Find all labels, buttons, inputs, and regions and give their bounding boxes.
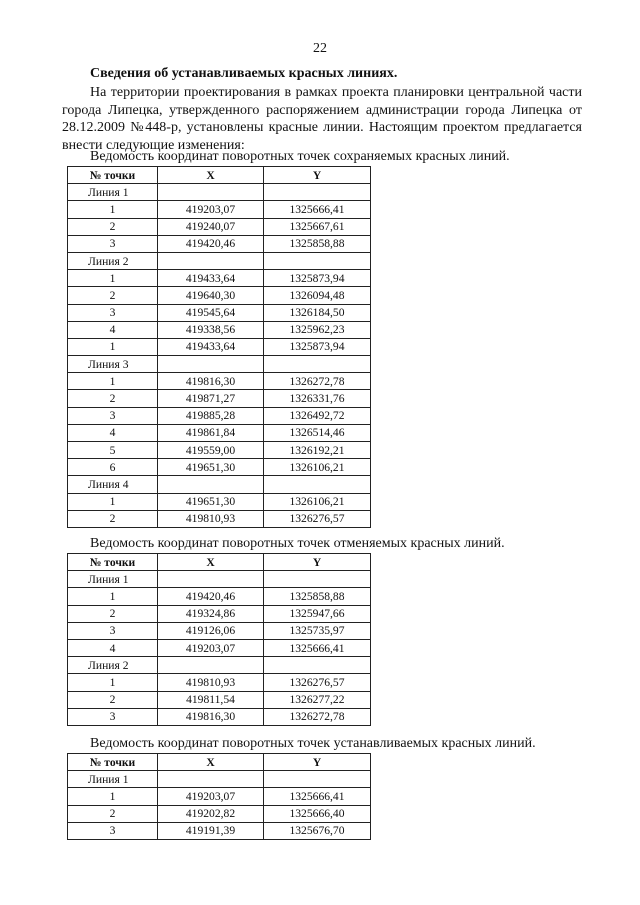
point-number-cell: 4: [68, 321, 158, 338]
point-number-cell: 1: [68, 338, 158, 355]
table-row: [68, 218, 371, 235]
y-coordinate-cell: 1325858,88: [264, 235, 371, 252]
y-coordinate-cell: 1326514,46: [264, 424, 371, 441]
x-coordinate-cell: 419885,28: [158, 407, 264, 424]
y-coordinate-cell: 1326272,78: [264, 708, 371, 725]
y-coordinate-cell: 1326276,57: [264, 674, 371, 691]
point-number-cell: 3: [68, 407, 158, 424]
point-number-cell: 2: [68, 287, 158, 304]
table-row: [68, 588, 371, 605]
page-number: 22: [313, 41, 327, 56]
x-coordinate-cell: 419810,93: [158, 674, 264, 691]
header-point-number: № точки: [68, 554, 158, 571]
point-number-cell: 2: [68, 605, 158, 622]
x-coordinate-cell: 419433,64: [158, 338, 264, 355]
table-row: [68, 510, 371, 527]
y-coordinate-cell: 1326272,78: [264, 373, 371, 390]
y-coordinate-cell: 1325667,61: [264, 218, 371, 235]
y-coordinate-cell: 1326094,48: [264, 287, 371, 304]
empty-cell: [264, 657, 371, 674]
table-established-lines: [67, 753, 371, 840]
empty-cell: [158, 476, 264, 493]
header-point-number: № точки: [68, 754, 158, 771]
empty-cell: [158, 571, 264, 588]
table-row: [68, 622, 371, 639]
header-y: Y: [264, 554, 371, 571]
table-row: [68, 822, 371, 839]
intro-paragraph: На территории проектирования в рамках проекта планировки центральной части города Липецка, утвержденного распоряжением администрации города Липецка от 28.12.2009 №448-р, установлены красные линии. Настоящим проектом предлагается внести следующие изменения:: [62, 85, 582, 153]
x-coordinate-cell: 419420,46: [158, 235, 264, 252]
y-coordinate-cell: 1325858,88: [264, 588, 371, 605]
y-coordinate-cell: 1325962,23: [264, 321, 371, 338]
x-coordinate-cell: 419816,30: [158, 373, 264, 390]
point-number-cell: 2: [68, 390, 158, 407]
x-coordinate-cell: 419433,64: [158, 270, 264, 287]
table-row: [68, 201, 371, 218]
table-caption-preserved: Ведомость координат поворотных точек сохраняемых красных линий.: [90, 149, 510, 164]
x-coordinate-cell: 419203,07: [158, 788, 264, 805]
point-number-cell: 4: [68, 639, 158, 656]
line-label: Линия 2: [68, 657, 158, 674]
table-row: [68, 338, 371, 355]
empty-cell: [264, 184, 371, 201]
point-number-cell: 2: [68, 691, 158, 708]
table-caption-established: Ведомость координат поворотных точек устанавливаемых красных линий.: [90, 736, 536, 751]
y-coordinate-cell: 1326276,57: [264, 510, 371, 527]
point-number-cell: 1: [68, 674, 158, 691]
empty-cell: [158, 771, 264, 788]
y-coordinate-cell: 1325666,41: [264, 639, 371, 656]
y-coordinate-cell: 1326331,76: [264, 390, 371, 407]
table-row: [68, 605, 371, 622]
empty-cell: [264, 571, 371, 588]
point-number-cell: 4: [68, 424, 158, 441]
line-group-row: [68, 356, 371, 373]
point-number-cell: 1: [68, 588, 158, 605]
table-row: [68, 390, 371, 407]
table-row: [68, 321, 371, 338]
point-number-cell: 1: [68, 493, 158, 510]
x-coordinate-cell: 419559,00: [158, 442, 264, 459]
table-row: [68, 235, 371, 252]
y-coordinate-cell: 1325735,97: [264, 622, 371, 639]
table-header-row: [68, 754, 371, 771]
table-row: [68, 373, 371, 390]
x-coordinate-cell: 419811,54: [158, 691, 264, 708]
x-coordinate-cell: 419202,82: [158, 805, 264, 822]
empty-cell: [264, 252, 371, 269]
point-number-cell: 3: [68, 822, 158, 839]
line-label: Линия 1: [68, 771, 158, 788]
empty-cell: [264, 771, 371, 788]
section-heading: Сведения об устанавливаемых красных линиях.: [90, 66, 398, 81]
empty-cell: [158, 356, 264, 373]
table-row: [68, 304, 371, 321]
header-x: X: [158, 167, 264, 184]
x-coordinate-cell: 419651,30: [158, 459, 264, 476]
point-number-cell: 3: [68, 235, 158, 252]
point-number-cell: 1: [68, 201, 158, 218]
header-y: Y: [264, 754, 371, 771]
table-header-row: [68, 167, 371, 184]
table-row: [68, 459, 371, 476]
header-y: Y: [264, 167, 371, 184]
point-number-cell: 2: [68, 805, 158, 822]
table-row: [68, 287, 371, 304]
point-number-cell: 3: [68, 708, 158, 725]
point-number-cell: 3: [68, 622, 158, 639]
header-point-number: № точки: [68, 167, 158, 184]
point-number-cell: 3: [68, 304, 158, 321]
line-group-row: [68, 476, 371, 493]
line-label: Линия 3: [68, 356, 158, 373]
table-row: [68, 674, 371, 691]
line-group-row: [68, 771, 371, 788]
table-row: [68, 788, 371, 805]
line-group-row: [68, 184, 371, 201]
y-coordinate-cell: 1325676,70: [264, 822, 371, 839]
table-row: [68, 708, 371, 725]
y-coordinate-cell: 1326492,72: [264, 407, 371, 424]
y-coordinate-cell: 1325666,41: [264, 788, 371, 805]
x-coordinate-cell: 419240,07: [158, 218, 264, 235]
empty-cell: [264, 476, 371, 493]
y-coordinate-cell: 1325873,94: [264, 270, 371, 287]
table-preserved-lines: [67, 166, 371, 528]
x-coordinate-cell: 419420,46: [158, 588, 264, 605]
empty-cell: [158, 252, 264, 269]
point-number-cell: 1: [68, 373, 158, 390]
x-coordinate-cell: 419545,64: [158, 304, 264, 321]
header-x: X: [158, 754, 264, 771]
line-group-row: [68, 657, 371, 674]
table-caption-cancelled: Ведомость координат поворотных точек отменяемых красных линий.: [90, 536, 505, 551]
table-row: [68, 442, 371, 459]
table-row: [68, 270, 371, 287]
x-coordinate-cell: 419338,56: [158, 321, 264, 338]
empty-cell: [264, 356, 371, 373]
table-row: [68, 407, 371, 424]
x-coordinate-cell: 419191,39: [158, 822, 264, 839]
y-coordinate-cell: 1326277,22: [264, 691, 371, 708]
x-coordinate-cell: 419126,06: [158, 622, 264, 639]
table-row: [68, 805, 371, 822]
table-row: [68, 639, 371, 656]
x-coordinate-cell: 419816,30: [158, 708, 264, 725]
line-label: Линия 1: [68, 571, 158, 588]
line-label: Линия 1: [68, 184, 158, 201]
point-number-cell: 5: [68, 442, 158, 459]
y-coordinate-cell: 1326106,21: [264, 459, 371, 476]
x-coordinate-cell: 419203,07: [158, 201, 264, 218]
x-coordinate-cell: 419640,30: [158, 287, 264, 304]
x-coordinate-cell: 419871,27: [158, 390, 264, 407]
empty-cell: [158, 657, 264, 674]
y-coordinate-cell: 1325666,40: [264, 805, 371, 822]
y-coordinate-cell: 1325947,66: [264, 605, 371, 622]
line-label: Линия 2: [68, 252, 158, 269]
header-x: X: [158, 554, 264, 571]
table-row: [68, 424, 371, 441]
point-number-cell: 1: [68, 788, 158, 805]
x-coordinate-cell: 419203,07: [158, 639, 264, 656]
x-coordinate-cell: 419324,86: [158, 605, 264, 622]
line-label: Линия 4: [68, 476, 158, 493]
x-coordinate-cell: 419651,30: [158, 493, 264, 510]
empty-cell: [158, 184, 264, 201]
point-number-cell: 1: [68, 270, 158, 287]
table-row: [68, 493, 371, 510]
x-coordinate-cell: 419810,93: [158, 510, 264, 527]
table-cancelled-lines: [67, 553, 371, 726]
line-group-row: [68, 252, 371, 269]
y-coordinate-cell: 1326192,21: [264, 442, 371, 459]
x-coordinate-cell: 419861,84: [158, 424, 264, 441]
point-number-cell: 6: [68, 459, 158, 476]
table-row: [68, 691, 371, 708]
y-coordinate-cell: 1325666,41: [264, 201, 371, 218]
line-group-row: [68, 571, 371, 588]
y-coordinate-cell: 1325873,94: [264, 338, 371, 355]
point-number-cell: 2: [68, 218, 158, 235]
y-coordinate-cell: 1326106,21: [264, 493, 371, 510]
point-number-cell: 2: [68, 510, 158, 527]
y-coordinate-cell: 1326184,50: [264, 304, 371, 321]
table-header-row: [68, 554, 371, 571]
